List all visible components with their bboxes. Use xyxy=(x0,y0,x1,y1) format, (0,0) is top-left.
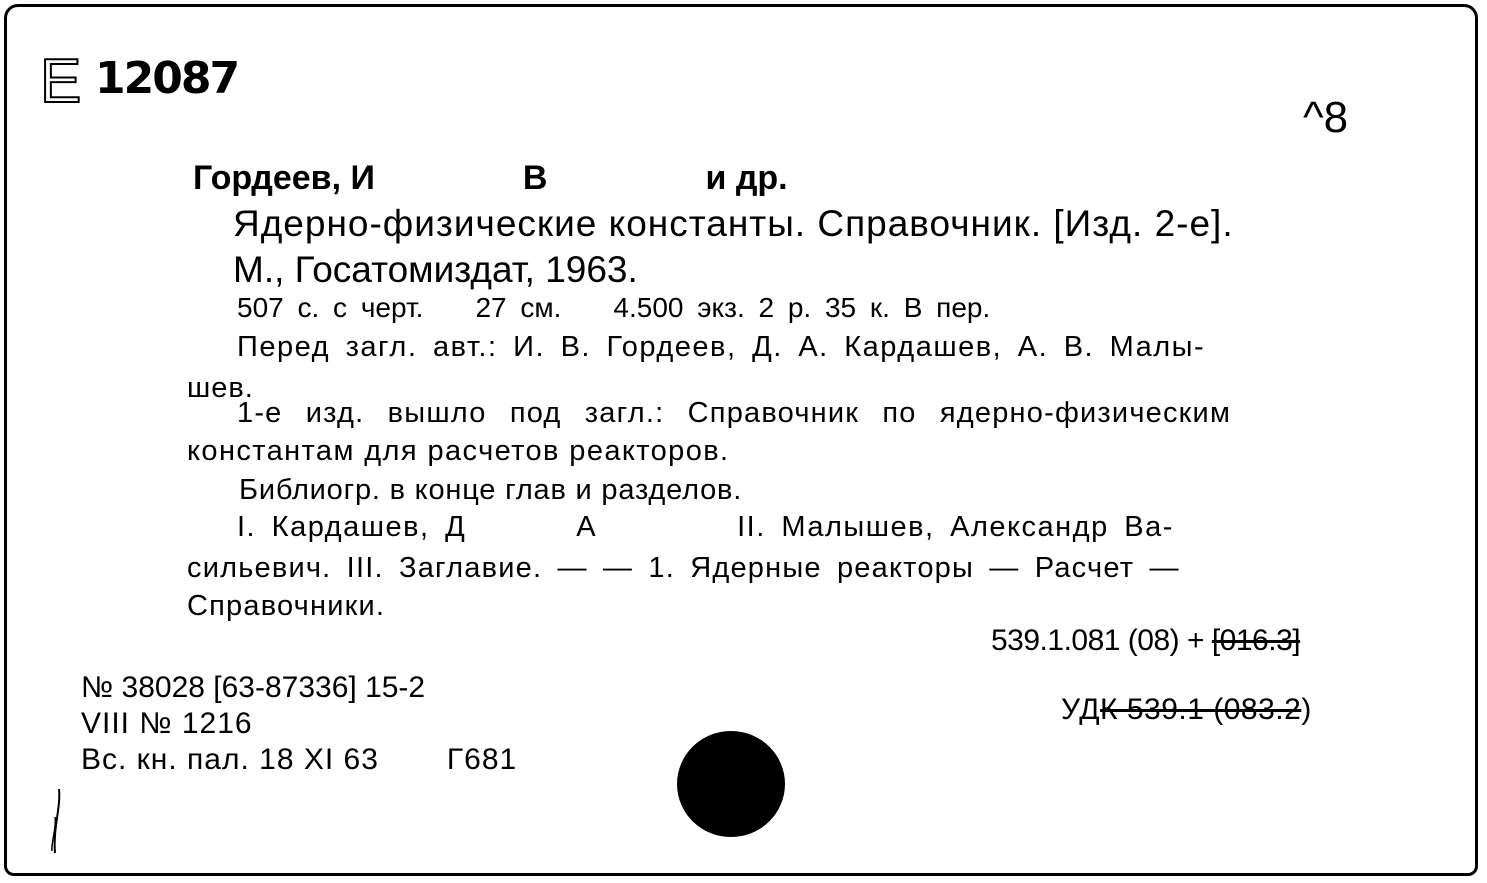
catalog-card xyxy=(4,4,1478,876)
imprint-line: М., Госатомиздат, 1963. xyxy=(233,249,638,290)
note-authors: Перед загл. авт.: И. В. Гордеев, Д. А. Кардашев, А. В. Малы- xyxy=(237,331,1206,363)
tracing-line-2: сильевич. III. Заглавие. — — 1. Ядерные реакторы — Расчет — xyxy=(187,552,1180,584)
collation-line xyxy=(237,292,990,324)
udc-prefix: УД xyxy=(1061,693,1101,726)
note-edition: 1-е изд. вышло под загл.: Справочник по ядерно-физическим xyxy=(237,397,1232,429)
note-edition-cont: константам для расчетов реакторов. xyxy=(187,435,730,467)
udc-number xyxy=(1061,693,1312,727)
tracing-coauthor-1-initial: А xyxy=(576,511,598,543)
udc-suffix: ) xyxy=(1301,693,1312,726)
footer-section-number: VIII № 1216 xyxy=(81,707,253,740)
collation-pages: 507 с. с черт. xyxy=(237,292,424,323)
author-et-al: и др. xyxy=(705,159,788,197)
tracing-coauthor-2: II. Малышев, Александр Ва- xyxy=(737,511,1174,543)
pencil-mark xyxy=(47,787,67,857)
accession-number: 12087 xyxy=(95,53,239,104)
library-stamp-letter: E xyxy=(40,47,82,116)
title-line: Ядерно-физические константы. Справочник. [Изд. 2-е]. xyxy=(233,203,1234,244)
footer-chamber-record xyxy=(81,743,517,777)
note-authors-cont: шев. xyxy=(187,372,254,404)
footer-order-number: № 38028 [63-87336] 15-2 xyxy=(81,671,426,704)
collation-copies-price: 4.500 экз. 2 р. 35 к. В пер. xyxy=(613,292,991,323)
author-initial: В xyxy=(522,159,548,197)
punch-hole xyxy=(677,731,785,837)
tracing-line-3: Справочники. xyxy=(187,590,386,622)
footer-code: Г681 xyxy=(446,743,518,776)
classification-main: 539.1.081 (08) + xyxy=(991,624,1212,657)
author-heading xyxy=(193,159,788,198)
note-bibliography: Библиогр. в конце глав и разделов. xyxy=(239,474,743,506)
udc-struck: К 539.1 (083.2 xyxy=(1100,693,1302,726)
footer-chamber-date: Вс. кн. пал. 18 XI 63 xyxy=(81,743,379,776)
classification-number xyxy=(991,624,1300,658)
collation-size: 27 см. xyxy=(475,292,562,323)
classification-struck: [016.3] xyxy=(1211,624,1301,657)
shelf-number: ^8 xyxy=(1303,93,1349,142)
tracing-coauthor-1: I. Кардашев, Д xyxy=(237,511,467,543)
author-surname: Гордеев, И xyxy=(193,159,375,197)
tracing-line-1 xyxy=(237,511,1174,544)
